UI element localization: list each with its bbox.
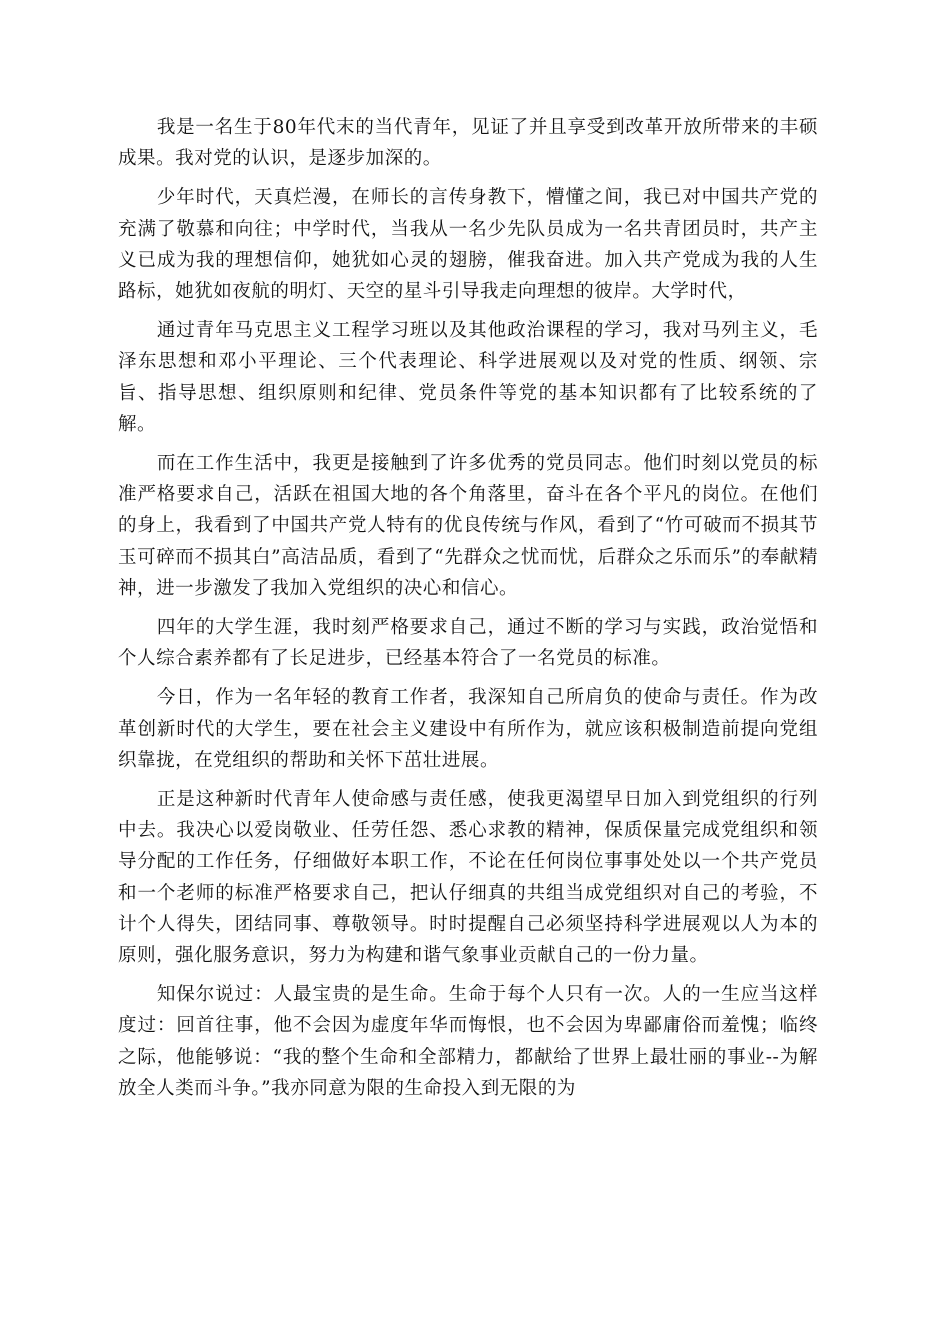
paragraph-3: 通过青年马克思主义工程学习班以及其他政治课程的学习，我对马列主义，毛泽东思想和邓小平理论、三个代表理论、科学进展观以及对党的性质、纲领、宗旨、指导思想、组织原则和纪律、党员条件等党的基本知识都有了比较系统的了解。 (118, 320, 818, 435)
paragraph-4: 而在工作生活中，我更是接触到了许多优秀的党员同志。他们时刻以党员的标准严格要求自己，活跃在祖国大地的各个角落里，奋斗在各个平凡的岗位。在他们的身上，我看到了中国共产党人特有的优良传统与作风，看到了“竹可破而不损其节玉可碎而不损其白”高洁品质，看到了“先群众之忧而忧，后群众之乐而乐”的奉献精神，进一步激发了我加入党组织的决心和信心。 (118, 453, 818, 599)
paragraph-1: 我是一名生于80年代末的当代青年，见证了并且享受到改革开放所带来的丰硕成果。我对党的认识，是逐步加深的。 (118, 117, 818, 170)
paragraph-7: 正是这种新时代青年人使命感与责任感，使我更渴望早日加入到党组织的行列中去。我决心以爱岗敬业、任劳任怨、悉心求教的精神，保质保量完成党组织和领导分配的工作任务，仔细做好本职工作，不论在任何岗位事事处处以一个共产党员和一个老师的标准严格要求自己，把认仔细真的共组当成党组织对自己的考验，不计个人得失，团结同事、尊敬领导。时时提醒自己必须坚持科学进展观以人为本的原则，强化服务意识，努力为构建和谐气象事业贡献自己的一份力量。 (118, 789, 818, 967)
paragraph-8: 知保尔说过：人最宝贵的是生命。生命于每个人只有一次。人的一生应当这样度过：回首往事，他不会因为虚度年华而悔恨，也不会因为卑鄙庸俗而羞愧；临终之际，他能够说：“我的整个生命和全部精力，都献给了世界上最壮丽的事业--为解放全人类而斗争。”我亦同意为限的生命投入到无限的为 (118, 984, 818, 1099)
paragraph-6: 今日，作为一名年轻的教育工作者，我深知自己所肩负的使命与责任。作为改革创新时代的大学生，要在社会主义建设中有所作为，就应该积极制造前提向党组织靠拢，在党组织的帮助和关怀下茁壮进展。 (118, 687, 818, 771)
paragraph-5: 四年的大学生涯，我时刻严格要求自己，通过不断的学习与实践，政治觉悟和个人综合素养都有了长足进步，已经基本符合了一名党员的标准。 (118, 617, 818, 670)
paragraph-2: 少年时代，天真烂漫，在师长的言传身教下，懵懂之间，我已对中国共产党的充满了敬慕和向往；中学时代，当我从一名少先队员成为一名共青团员时，共产主义已成为我的理想信仰，她犹如心灵的翅膀，催我奋进。加入共产党成为我的人生路标，她犹如夜航的明灯、天空的星斗引导我走向理想的彼岸。大学时代， (118, 187, 818, 303)
document-body (118, 112, 818, 1112)
